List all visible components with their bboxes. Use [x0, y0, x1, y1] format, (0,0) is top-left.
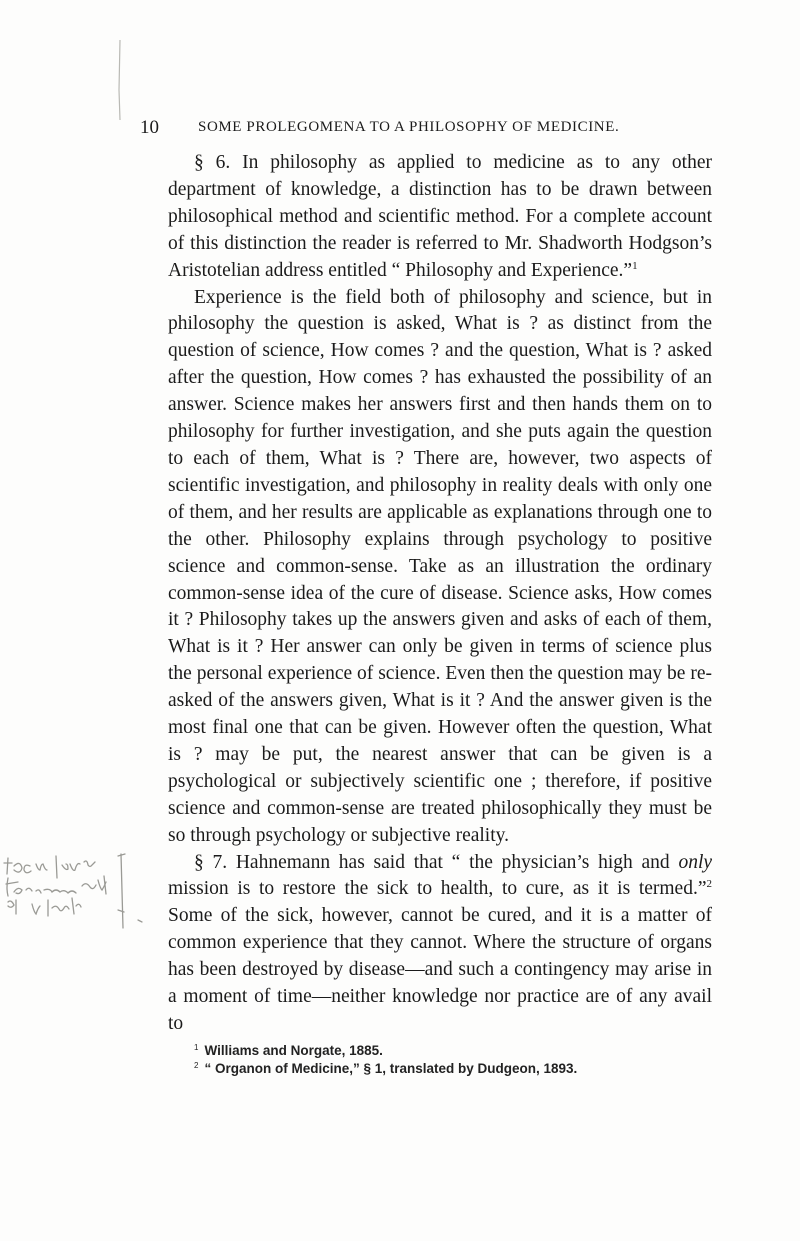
paragraph-experience: Experience is the field both of philosophy and science, but in philosophy the question is asked, What is ? as distinct from the question of science, How comes ? and the question, What is ? asked after the question, How comes ? has exhausted the possibility of an answer. Science makes her answers first and then hands them on to philosophy for further investigation, and she puts again the question to each of them, What is ? There are, however, two aspects of scientific investigation, and philosophy in reality deals with only one of them, and her results are applicable as explanations through one to the other. Philosophy explains through psychology to positive science and common-sense. Take as an illustration the ordinary common-sense idea of the cure of disease. Science asks, How comes it ? Philosophy takes up the answers given and asks of each of them, What is it ? Her answer can only be given in terms of science plus the personal experience of science. Even then the question may be re-asked of the answers given, What is it ? And the answer given is the most final one that can be given. However often the question, What is ? may be put, the nearest answer that can be given is a psychological or subjectively scientific one ; therefore, if positive science and common-sense are treated philosophically they must be so through psychology or subjective reality. — [168, 286, 712, 846]
footnotes — [194, 1042, 714, 1078]
footnote-ref-1[interactable]: 1 — [632, 259, 638, 272]
footnote-2 — [194, 1060, 714, 1078]
page-number: 10 — [140, 117, 159, 138]
running-head-title: SOME PROLEGOMENA TO A PHILOSOPHY OF MEDICINE. — [198, 119, 620, 135]
footnote-1 — [194, 1042, 714, 1060]
body-text — [168, 150, 712, 1038]
paragraph-text: § 6. In philosophy as applied to medicine as to any other department of knowledge, a distinction has to be drawn between philosophical method and scientific method. For a complete account of this distinction the reader is referred to Mr. Shadworth Hodgson’s Aristotelian address entitled “ Philosophy and Experience.” — [168, 152, 712, 281]
paragraph-section-7 — [168, 850, 712, 1038]
page-edge-mark — [118, 0, 122, 120]
footnote-text: Williams and Norgate, 1885. — [204, 1043, 383, 1058]
paragraph-text: Some of the sick, however, cannot be cured, and it is a matter of common experience that they cannot. Where the structure of organs has been destroyed by disease—and such a contingency may arise in a moment of time—neither knowledge nor practice are of any avail to — [168, 905, 712, 1034]
paragraph-text: § 7. Hahnemann has said that “ the physician’s high and — [194, 851, 670, 873]
handwritten-margin-note — [0, 850, 170, 930]
footnote-mark: 1 — [194, 1043, 199, 1052]
footnote-text: “ Organon of Medicine,” § 1, translated by Dudgeon, 1893. — [204, 1061, 578, 1076]
emphasis-text: only — [678, 851, 713, 873]
footnote-ref-2[interactable]: 2 — [706, 878, 712, 891]
paragraph-text: mission is to restore the sick to health, to cure, as it is termed.” — [168, 878, 707, 900]
footnote-mark: 2 — [194, 1061, 199, 1070]
running-head — [140, 117, 700, 141]
paragraph-section-6 — [168, 150, 712, 285]
